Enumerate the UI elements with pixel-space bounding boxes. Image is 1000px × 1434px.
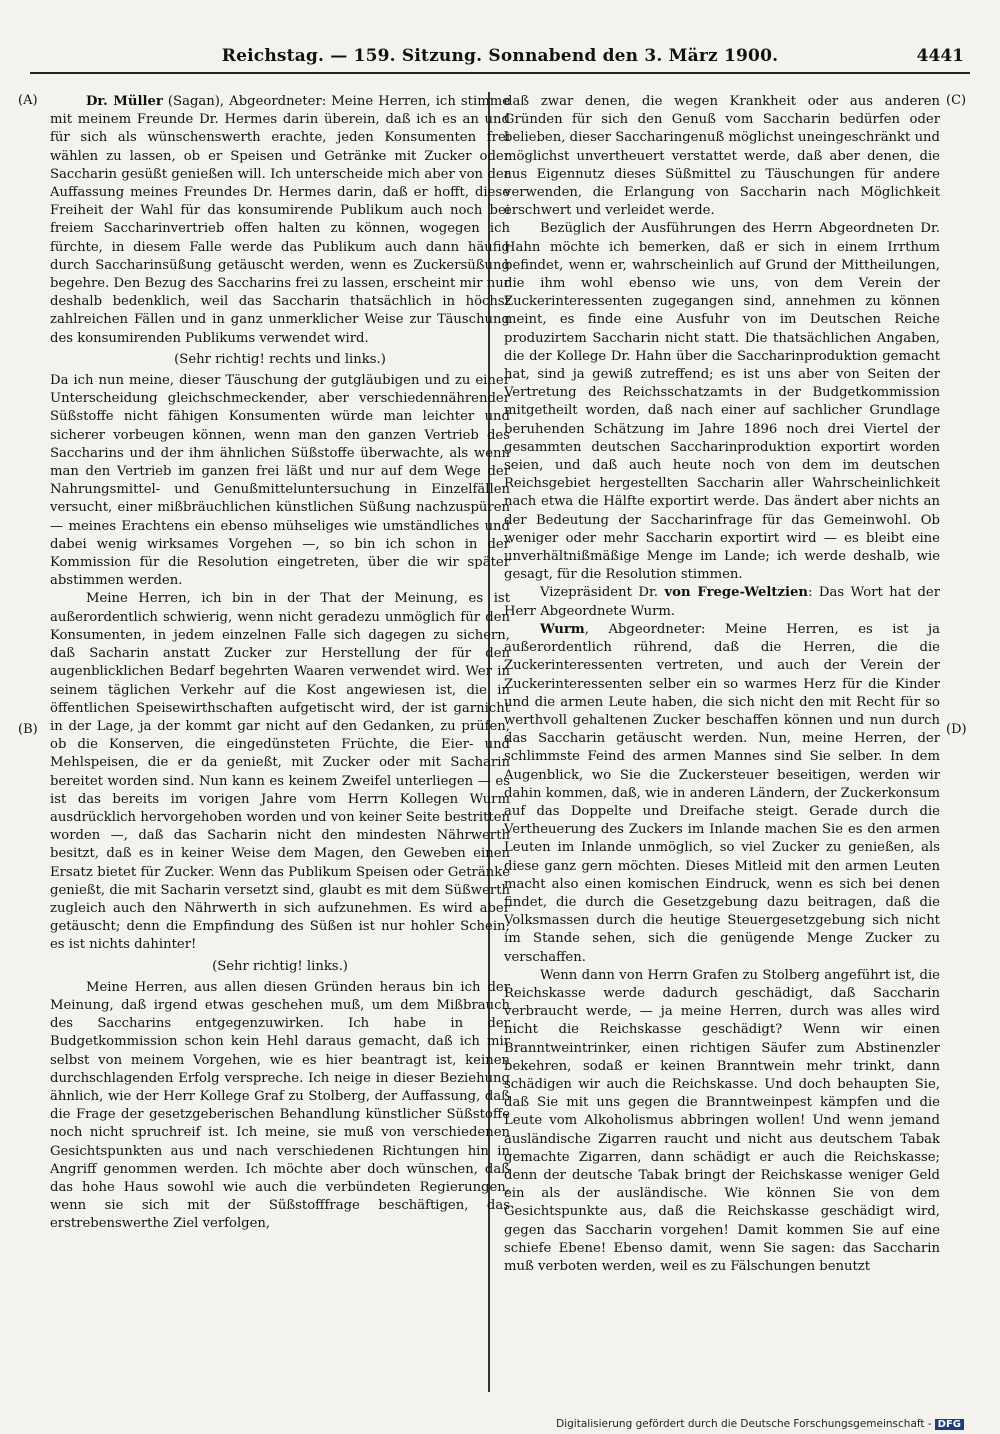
- paragraph-text: : Das Wort hat der Herr Abgeordnete Wurm.: [504, 585, 940, 619]
- left-column: [50, 93, 510, 1393]
- paragraph: [50, 93, 510, 348]
- paragraph-text: (Sagan), Abgeordneter: Meine Herren, ich stimme mit meinem Freunde Dr. Hermes darin überein, daß ich es an und für sich als wünschenswerth erachte, jeden Konsumenten frei wählen zu lassen, ob er Speisen und Getränke mit Zucker oder Saccharin gesüßt genießen will. Ich unterscheide mich aber von der Auffassung meines Freundes Dr. Hermes darin, daß er hofft, diese Freiheit der Wahl für das konsumirende Publikum auch noch bei freiem Saccharinvertrieb offen halten zu können, wogegen ich fürchte, in diesem Falle werde das Publikum auch dann häufig durch Saccharinsüßung getäuscht werden, wenn es Zuckersüßung begehre. Den Bezug des Saccharins frei zu lassen, erscheint mir nur deshalb bedenklich, weil das Saccharin thatsächlich in höchst zahlreichen Fällen und in ganz unmerklicher Weise zur Täuschung des konsumirenden Publikums verwendet wird.: [50, 94, 510, 346]
- dfg-logo: DFG: [935, 1419, 964, 1430]
- paragraph: Meine Herren, ich bin in der That der Meinung, es ist außerordentlich schwierig, wenn nicht geradezu unmöglich für den Konsumenten, in jedem einzelnen Falle sich dagegen zu sichern, daß Sacharin anstatt Zucker zur Herstellung der für den augenblicklichen Bedarf begehrten Waaren verwendet wird. Wer in seinem täglichen Verkehr auf die Kost angewiesen ist, die in öffentlichen Speisewirthschaften aufgetischt wird, der ist garnicht in der Lage, ja der kommt gar nicht auf den Gedanken, zu prüfen, ob die Konserven, die eingedünsteten Früchte, die Eier- und Mehlspeisen, die er da genießt, mit Zucker oder mit Sacharin bereitet worden sind. Nun kann es keinem Zweifel unterliegen — es ist das bereits im vorigen Jahre vom Herrn Kollegen Wurm ausdrücklich hervorgehoben worden und von keiner Seite bestritten worden —, daß das Sacharin nicht den mindesten Nährwerth besitzt, daß es in keiner Weise dem Magen, den Geweben einen Ersatz bietet für Zucker. Wenn das Publikum Speisen oder Getränke genießt, die mit Sacharin versetzt sind, glaubt es mit dem Süßwerth zugleich auch den Nährwerth in sich aufzunehmen. Es wird aber getäuscht; denn die Empfindung des Süßen ist nur hohler Schein; es ist nichts dahinter!: [50, 591, 510, 953]
- margin-mark-c: (C): [946, 93, 967, 108]
- paragraph-text: Vizepräsident Dr.: [540, 585, 665, 601]
- paragraph-text: , Abgeordneter: Meine Herren, es ist ja außerordentlich rührend, daß die Herren, die die Zuckerinteressenten vertreten, und auch der Verein der Zuckerinteressenten selber ein so warmes Herz für die Kinder und die armen Leute haben, die sich nicht den mit Recht für so werthvoll gehaltenen Zucker beschaffen können und nun durch das Saccharin getäuscht werden. Nun, meine Herren, der schlimmste Feind des armen Mannes sind Sie selber. In dem Augenblick, wo Sie die Zuckersteuer beseitigen, werden wir dahin kommen, daß, wie in anderen Ländern, der Zuckerkonsum auf das Doppelte und Dreifache steigt. Gerade durch die Vertheuerung des Zuckers im Inlande machen Sie es den armen Leuten im Inlande unmöglich, so viel Zucker zu genießen, als diese ganz gern möchten. Dieses Mitleid mit den armen Leuten macht also einen komischen Eindruck, wenn es sich bei denen findet, die durch die Gesetzgebung dazu beitragen, daß die Volksmassen durch die heutige Steuergesetzgebung sich nicht im Stande sehen, sich die genügende Menge Zucker zu verschaffen.: [504, 621, 940, 965]
- page-number: 4441: [916, 46, 964, 66]
- paragraph: daß zwar denen, die wegen Krankheit oder aus anderen Gründen für sich den Genuß vom Saccharin bedürfen oder belieben, dieser Saccharingenuß möglichst uneingeschränkt und möglichst unvertheuert verstattet werde, daß aber denen, die aus Eigennutz dieses Süßmittel zu Täuschungen für andere verwenden, die Erlangung von Saccharin nach Möglichkeit erschwert und verleidet werde.: [504, 94, 940, 219]
- speaker-name: von Frege-Weltzien: [664, 585, 808, 601]
- margin-mark-a: (A): [18, 93, 38, 108]
- paragraph: Meine Herren, aus allen diesen Gründen heraus bin ich der Meinung, daß irgend etwas geschehen muß, um dem Mißbrauch des Saccharins entgegenzuwirken. Ich habe in der Budgetkommission schon kein Hehl daraus gemacht, daß ich mir selbst von meinem Vorgehen, wie es hier beantragt ist, keinen durchschlagenden Erfolg verspreche. Ich neige in dieser Beziehung ähnlich, wie der Herr Kollege Graf zu Stolberg, der Auffassung, daß die Frage der gesetzgeberischen Behandlung künstlicher Süßstoffe noch nicht spruchreif ist. Ich meine, sie muß von verschiedenen Gesichtspunkten aus und nach verschiedenen Richtungen hin in Angriff genommen werden. Ich möchte aber doch wünschen, daß das hohe Haus sowohl wie auch die verbündeten Regierungen, wenn sie sich mit der Süßstofffrage beschäftigen, das erstrebenswerthe Ziel verfolgen,: [50, 979, 510, 1232]
- paragraph: [504, 584, 940, 620]
- footer-text: Digitalisierung gefördert durch die Deutsche Forschungsgemeinschaft -: [556, 1418, 932, 1430]
- footer-credit: [556, 1418, 964, 1430]
- margin-mark-b: (B): [18, 722, 38, 737]
- margin-mark-d: (D): [946, 722, 967, 737]
- header-rule: [30, 72, 970, 74]
- interjection: (Sehr richtig! rechts und links.): [174, 351, 386, 367]
- paragraph: Da ich nun meine, dieser Täuschung der gutgläubigen und zu einer Unterscheidung gleichschmeckender, aber verschiedennährender Süßstoffe nicht fähigen Konsumenten würde man leichter und sicherer vorbeugen können, wenn man den ganzen Vertrieb des Saccharins und der ihm ähnlichen Süßstoffe überwachte, als wenn man den Vertrieb im ganzen frei läßt und nur auf dem Wege der Nahrungsmittel- und Genußmitteluntersuchung in Einzelfällen versucht, einer mißbräuchlichen künstlichen Süßung nachzuspüren — meines Erachtens ein ebenso mühseliges wie umständliches und dabei wenig wirksames Vorgehen —, so bin ich schon in der Kommission für die Resolution eingetreten, über die wir später abstimmen werden.: [50, 373, 510, 589]
- paragraph: Bezüglich der Ausführungen des Herrn Abgeordneten Dr. Hahn möchte ich bemerken, daß er sich in einem Irrthum befindet, wenn er, wahrscheinlich auf Grund der Mittheilungen, die ihm wohl ebenso wie uns, von dem Verein der Zuckerinteressenten zugegangen sind, annehmen zu können meint, es finde eine Ausfuhr von im Deutschen Reiche produzirtem Saccharin nicht statt. Die thatsächlichen Angaben, die der Kollege Dr. Hahn über die Saccharinproduktion gemacht hat, sind ja gewiß zutreffend; es ist uns aber von Seiten der Vertretung des Reichsschatzamts in der Budgetkommission mitgetheilt worden, daß nach einer auf sachlicher Grundlage beruhenden Schätzung im Jahre 1896 noch drei Viertel der gesammten deutschen Saccharinproduktion exportirt worden seien, und daß auch heute noch von dem im deutschen Reichsgebiet hergestellten Saccharin aller Wahrscheinlichkeit nach etwa die Hälfte exportirt werde. Das ändert aber nichts an der Bedeutung der Saccharinfrage für das Gemeinwohl. Ob weniger oder mehr Saccharin exportirt wird — es bleibt eine unverhältnißmäßige Menge im Lande; ich werde deshalb, wie gesagt, für die Resolution stimmen.: [504, 221, 940, 583]
- paragraph: Wenn dann von Herrn Grafen zu Stolberg angeführt ist, die Reichskasse werde dadurch geschädigt, daß Saccharin verbraucht werde, — ja meine Herren, durch was alles wird nicht die Reichskasse geschädigt? Wenn wir einen Branntweintrinker, einen richtigen Säufer zum Abstinenzler bekehren, sodaß er keinen Branntwein mehr trinkt, dann schädigen wir auch die Reichskasse. Und doch behaupten Sie, daß Sie mit uns gegen die Branntweinpest kämpfen und die Leute vom Alkoholismus abbringen wollen! Und wenn jemand ausländische Zigarren raucht und nicht aus deutschem Tabak gemachte Zigarren, dann schädigt er auch die Reichskasse; denn der deutsche Tabak bringt der Reichskasse weniger Geld ein als der ausländische. Wie können Sie von dem Gesichtspunkte aus, daß die Reichskasse geschädigt wird, gegen das Saccharin vorgehen! Damit kommen Sie auf eine schiefe Ebene! Ebenso damit, wenn Sie sagen: das Saccharin muß verboten werden, weil es zu Fälschungen benutzt: [504, 967, 940, 1274]
- page-header: [30, 46, 970, 74]
- right-column: [504, 93, 940, 1393]
- page-title: Reichstag. — 159. Sitzung. Sonnabend den 3. März 1900.: [221, 46, 779, 66]
- speaker-name: Dr. Müller: [86, 94, 163, 109]
- interjection: (Sehr richtig! links.): [212, 958, 348, 974]
- paragraph: [504, 621, 940, 967]
- speaker-name: Wurm: [540, 621, 585, 637]
